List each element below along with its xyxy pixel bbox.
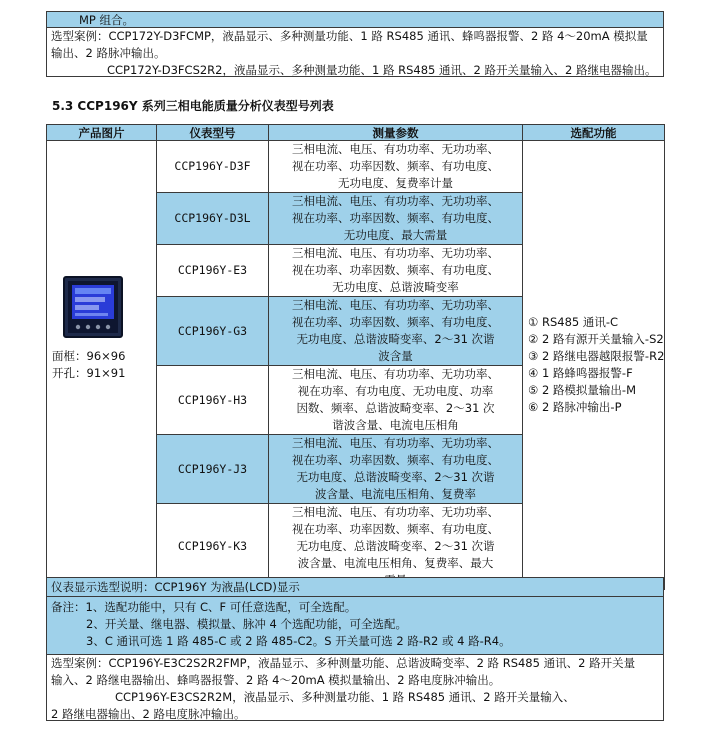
remark-line: 3、C 通讯可选 1 路 485-C 或 2 路 485-C2。S 开关量可选 2 路-R2 或 4 路-R4。 — [86, 634, 511, 648]
model-cell: CCP196Y-D3L — [157, 193, 269, 245]
option-item: ⑥ 2 路脉冲输出-P — [528, 400, 622, 414]
header-params: 测量参数 — [269, 125, 523, 141]
case-line-2: 输出、2 路脉冲输出。 — [51, 46, 166, 60]
display-note: 仪表显示选型说明：CCP196Y 为液晶(LCD)显示 — [46, 577, 664, 597]
model-cell: CCP196Y-D3F — [157, 141, 269, 193]
model-cell: CCP196Y-J3 — [157, 435, 269, 504]
case-example-top — [46, 27, 664, 77]
section-title: 5.3 CCP196Y 系列三相电能质量分析仪表型号列表 — [52, 99, 334, 113]
model-cell: CCP196Y-K3 — [157, 504, 269, 590]
table-row — [47, 141, 665, 193]
params-cell: 三相电流、电压、有功功率、无功功率、 视在功率、有功电度、无功电度、功率 因数、频率、总谐波畸变率、2～31 次 谐波含量、电流电压相角 — [269, 366, 523, 435]
meter-product-image — [62, 275, 124, 339]
photo-cell — [47, 141, 157, 590]
header-photo: 产品图片 — [47, 125, 157, 141]
case-line-1: 选型案例：CCP172Y-D3FCMP，液晶显示、多种测量功能、1 路 RS485 通讯、蜂鸣器报警、2 路 4～20mA 模拟量 — [51, 29, 648, 43]
case-example-bottom — [46, 654, 664, 721]
case-line: 输入、2 路继电器输出、蜂鸣器报警、2 路 4～20mA 模拟量输出、2 路电度脉冲输出。 — [51, 673, 501, 687]
option-item: ⑤ 2 路模拟量输出-M — [528, 383, 637, 397]
model-spec-table — [46, 124, 665, 590]
remark-line: 备注：1、选配功能中，只有 C、F 可任意选配，可全选配。 — [51, 600, 357, 614]
model-cell: CCP196Y-G3 — [157, 297, 269, 366]
option-item: ③ 2 路继电器越限报警-R2 — [528, 349, 665, 363]
params-cell: 三相电流、电压、有功功率、无功功率、 视在功率、功率因数、频率、有功电度、 无功电度、复费率计量 — [269, 141, 523, 193]
header-model: 仪表型号 — [157, 125, 269, 141]
model-cell: CCP196Y-E3 — [157, 245, 269, 297]
remark-line: 2、开关量、继电器、模拟量、脉冲 4 个选配功能，可全选配。 — [86, 617, 407, 631]
params-cell: 三相电流、电压、有功功率、无功功率、 视在功率、功率因数、频率、有功电度、 无功电度、总谐波畸变率、2～31 次谐 波含量 — [269, 297, 523, 366]
params-cell: 三相电流、电压、有功功率、无功功率、 视在功率、功率因数、频率、有功电度、 无功电度、总谐波畸变率、2～31 次谐 波含量、电流电压相角、复费率 — [269, 435, 523, 504]
option-item: ② 2 路有源开关量输入-S2 — [528, 332, 664, 346]
remarks-block — [46, 596, 664, 655]
cutout-size-label: 开孔：91×91 — [52, 366, 126, 380]
params-cell: 三相电流、电压、有功功率、无功功率、 视在功率、功率因数、频率、有功电度、 无功电度、总谐波畸变率、2～31 次谐 波含量、电流电压相角、复费率、最大 — [269, 504, 523, 590]
mp-line: MP 组合。 — [46, 11, 664, 28]
params-cell: 三相电流、电压、有功功率、无功功率、 视在功率、功率因数、频率、有功电度、 无功电度、总谐波畸变率 — [269, 245, 523, 297]
header-options: 选配功能 — [523, 125, 665, 141]
case-line: 2 路继电器输出、2 路电度脉冲输出。 — [51, 707, 246, 721]
model-cell: CCP196Y-H3 — [157, 366, 269, 435]
params-cell: 三相电流、电压、有功功率、无功功率、 视在功率、功率因数、频率、有功电度、 无功电度、最大需量 — [269, 193, 523, 245]
table-header-row — [47, 125, 665, 141]
case-line: 选型案例：CCP196Y-E3C2S2R2FMP，液晶显示、多种测量功能、总谐波畸变率、2 路 RS485 通讯、2 路开关量 — [51, 656, 636, 670]
options-cell — [523, 141, 665, 590]
option-item: ① RS485 通讯-C — [528, 315, 619, 329]
panel-size-label: 面框：96×96 — [52, 349, 126, 363]
option-item: ④ 1 路蜂鸣器报警-F — [528, 366, 633, 380]
case-line: CCP196Y-E3CS2R2M，液晶显示、多种测量功能、1 路 RS485 通讯、2 路开关量输入、 — [115, 690, 575, 704]
case-line-3: CCP172Y-D3FCS2R2，液晶显示、多种测量功能、1 路 RS485 通讯、2 路开关量输入、2 路继电器输出。 — [107, 63, 657, 77]
